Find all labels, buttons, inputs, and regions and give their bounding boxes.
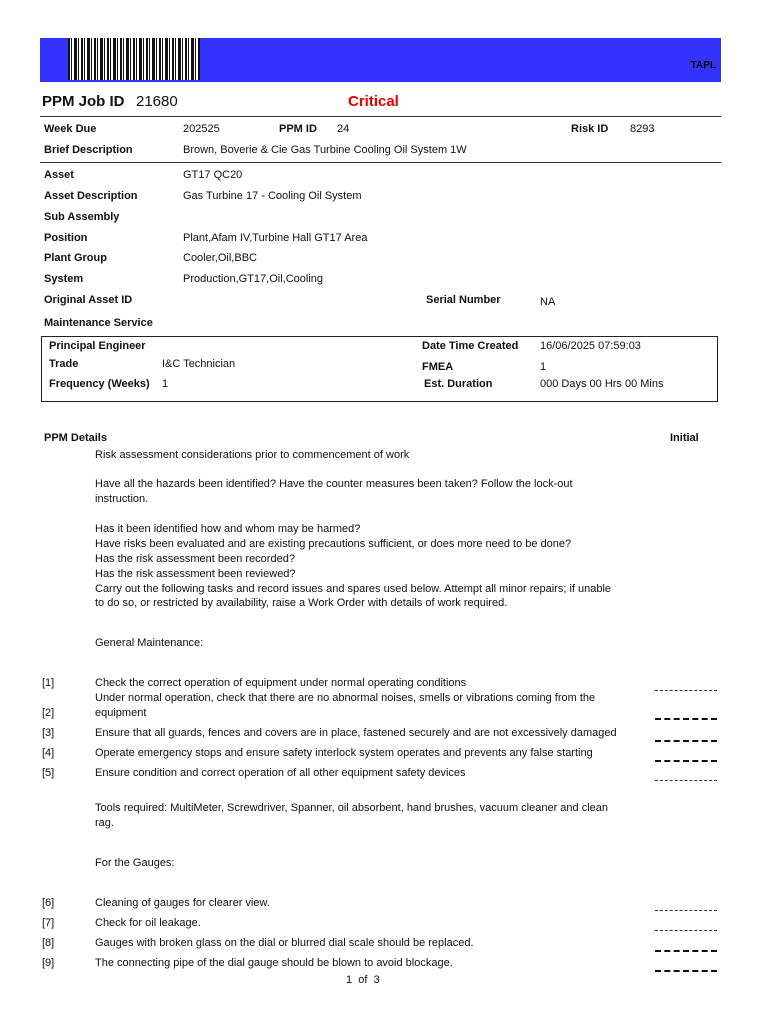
divider [40, 116, 721, 117]
task-text: Gauges with broken glass on the dial or blurred dial scale should be replaced. [95, 937, 474, 949]
carry-out-text-1: Carry out the following tasks and record issues and spares used below. Attempt all minor repairs; if unable [95, 583, 612, 595]
priority-badge: Critical [348, 93, 399, 110]
task-text: The connecting pipe of the dial gauge should be blown to avoid blockage. [95, 957, 453, 969]
task-text: Cleaning of gauges for clearer view. [95, 897, 270, 909]
serial-number-value: NA [540, 296, 556, 308]
carry-out-text-2: to do so, or restricted by availability, raise a Work Order with details of work required. [95, 597, 508, 609]
task-number: [5] [42, 767, 55, 779]
sub-assembly-label: Sub Assembly [44, 211, 120, 223]
task-number: [3] [42, 727, 55, 739]
fmea-label: FMEA [422, 361, 454, 373]
task-text: Ensure that all guards, fences and covers are in place, fastened securely and are not excessively damaged [95, 727, 617, 739]
initial-field[interactable] [655, 690, 717, 691]
job-id-label: PPM Job ID [42, 93, 125, 110]
job-id-value: 21680 [136, 93, 178, 110]
task-text: Check for oil leakage. [95, 917, 201, 929]
task-text: Ensure condition and correct operation of all other equipment safety devices [95, 767, 466, 779]
initial-field[interactable] [655, 760, 717, 762]
page-total: 3 [373, 974, 380, 986]
question-text: Has the risk assessment been recorded? [95, 553, 295, 565]
trade-label: Trade [49, 358, 79, 370]
initial-field[interactable] [655, 718, 717, 720]
page-indicator [346, 974, 380, 986]
fmea-value: 1 [540, 361, 547, 373]
gauges-heading: For the Gauges: [95, 857, 175, 869]
brief-description-label: Brief Description [44, 144, 133, 156]
initial-field[interactable] [655, 930, 717, 931]
task-number: [8] [42, 937, 55, 949]
est-duration-label: Est. Duration [424, 378, 493, 390]
task-text: equipment [95, 707, 147, 719]
est-duration-value: 000 Days 00 Hrs 00 Mins [540, 378, 664, 390]
task-number: [1] [42, 677, 55, 689]
maintenance-service-label: Maintenance Service [44, 317, 153, 329]
task-number: [9] [42, 957, 55, 969]
risk-intro-text: Risk assessment considerations prior to commencement of work [95, 449, 410, 461]
question-text: Has it been identified how and whom may be harmed? [95, 523, 361, 535]
brief-description-value: Brown, Boverie & Cie Gas Turbine Cooling Oil System 1W [183, 144, 467, 156]
tools-text-2: rag. [95, 817, 114, 829]
divider [40, 162, 721, 163]
general-maintenance-heading: General Maintenance: [95, 637, 204, 649]
frequency-label: Frequency (Weeks) [49, 378, 150, 390]
plant-group-label: Plant Group [44, 252, 107, 264]
task-text: Operate emergency stops and ensure safety interlock system operates and prevents any false starting [95, 747, 593, 759]
initial-field[interactable] [655, 910, 717, 911]
task-number: [6] [42, 897, 55, 909]
asset-description-label: Asset Description [44, 190, 138, 202]
system-label: System [44, 273, 84, 285]
ppm-id-value: 24 [337, 123, 350, 135]
week-due-value: 202525 [183, 123, 220, 135]
system-value: Production,GT17,Oil,Cooling [183, 273, 324, 285]
tools-text-1: Tools required: MultiMeter, Screwdriver, Spanner, oil absorbent, hand brushes, vacuum cleaner and clean [95, 802, 609, 814]
initial-label: Initial [670, 432, 699, 444]
asset-label: Asset [44, 169, 74, 181]
task-number: [7] [42, 917, 55, 929]
plant-group-value: Cooler,Oil,BBC [183, 252, 257, 264]
asset-value: GT17 QC20 [183, 169, 243, 181]
serial-number-label: Serial Number [426, 294, 501, 306]
initial-field[interactable] [655, 950, 717, 952]
initial-field[interactable] [655, 970, 717, 972]
risk-id-label: Risk ID [571, 123, 609, 135]
ppm-details-title: PPM Details [44, 432, 107, 444]
task-number: [2] [42, 707, 55, 719]
task-number: [4] [42, 747, 55, 759]
task-text: Check the correct operation of equipment under normal operating conditions [95, 677, 467, 689]
date-created-label: Date Time Created [422, 340, 519, 352]
position-value: Plant,Afam IV,Turbine Hall GT17 Area [183, 232, 368, 244]
ppm-id-label: PPM ID [279, 123, 317, 135]
original-asset-id-label: Original Asset ID [44, 294, 133, 306]
trade-value: I&C Technician [162, 358, 236, 370]
question-text: Has the risk assessment been reviewed? [95, 568, 296, 580]
barcode-icon [68, 38, 200, 80]
initial-field[interactable] [655, 780, 717, 781]
page-number: 1 [346, 974, 353, 986]
asset-description-value: Gas Turbine 17 - Cooling Oil System [183, 190, 362, 202]
hazards-text-1: Have all the hazards been identified? Have the counter measures been taken? Follow the lock-out [95, 478, 573, 490]
tapl-label: TAPL [690, 60, 716, 71]
date-created-value: 16/06/2025 07:59:03 [540, 340, 641, 352]
question-text: Have risks been evaluated and are existing precautions sufficient, or does more need to be done? [95, 538, 572, 550]
page-of-label: of [358, 974, 368, 986]
principal-engineer-label: Principal Engineer [49, 340, 146, 352]
position-label: Position [44, 232, 88, 244]
frequency-value: 1 [162, 378, 169, 390]
risk-id-value: 8293 [630, 123, 655, 135]
hazards-text-2: instruction. [95, 493, 149, 505]
task-text: Under normal operation, check that there are no abnormal noises, smells or vibrations coming from the [95, 692, 596, 704]
initial-field[interactable] [655, 740, 717, 742]
week-due-label: Week Due [44, 123, 97, 135]
